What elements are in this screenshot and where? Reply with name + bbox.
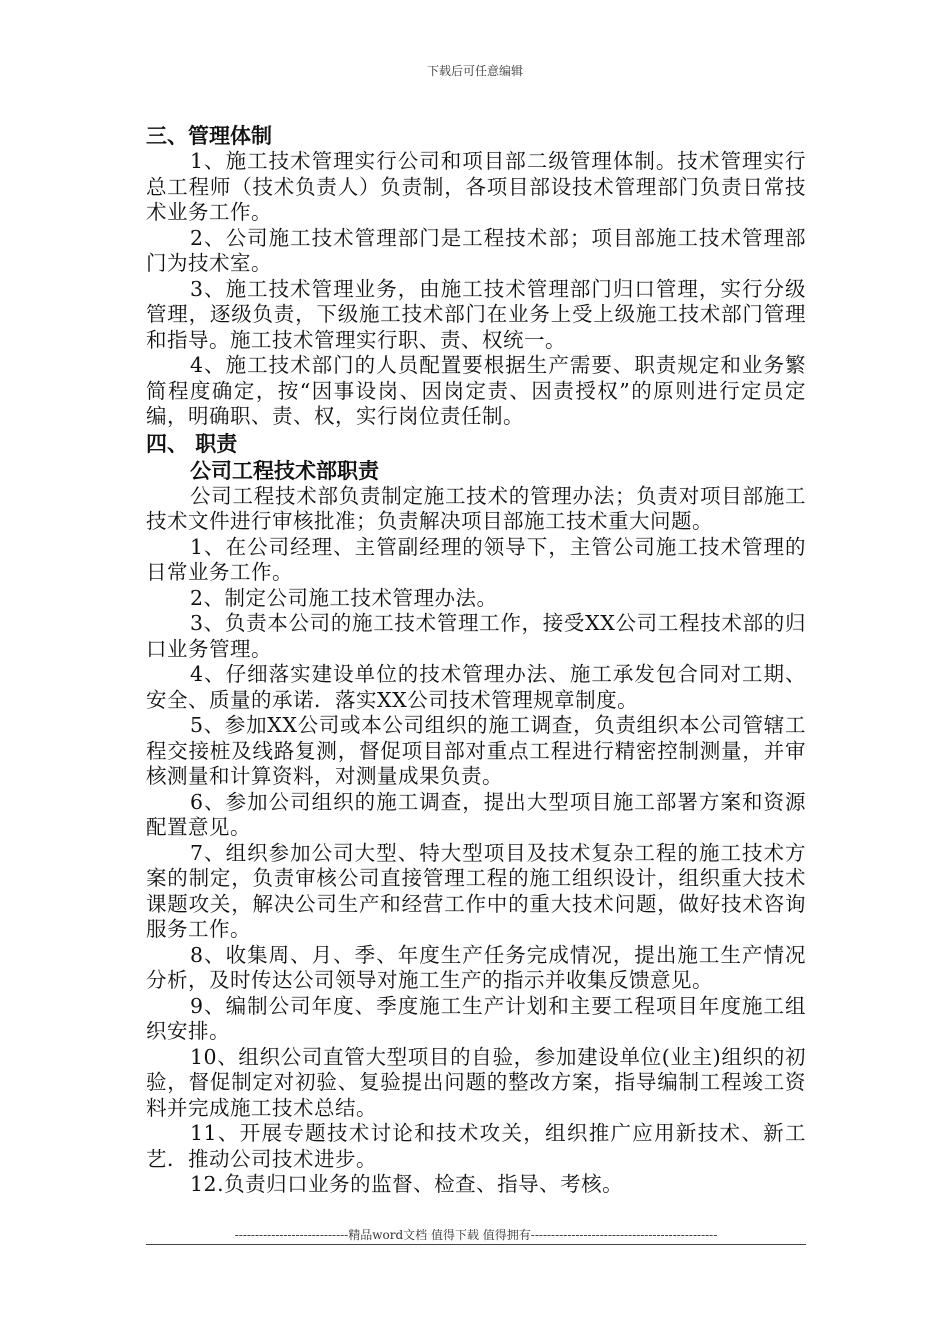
section-4-paragraph: 7、组织参加公司大型、特大型项目及技术复杂工程的施工技术方案的制定，负责审核公司直接管理工程的施工组织设计，组织重大技术课题攻关，解决公司生产和经营工作中的重大技术问题，做好技术咨询服务工作。 (146, 840, 806, 941)
section-4-paragraph: 3、负责本公司的施工技术管理工作，接受XX公司工程技术部的归口业务管理。 (146, 611, 806, 661)
section-3-paragraph: 3、施工技术管理业务，由施工技术管理部门归口管理，实行分级管理，逐级负责，下级施工技术部门在业务上受上级施工技术部门管理和指导。施工技术管理实行职、责、权统一。 (146, 276, 806, 352)
section-4-paragraph: 1、在公司经理、主管副经理的领导下，主管公司施工技术管理的日常业务工作。 (146, 534, 806, 584)
section-4-paragraph: 5、参加XX公司或本公司组织的施工调查，负责组织本公司管辖工程交接桩及线路复测，督促项目部对重点工程进行精密控制测量，并审核测量和计算资料，对测量成果负责。 (146, 713, 806, 788)
section-4-title: 四、 职责 (146, 430, 238, 456)
section-3-paragraph: 1、施工技术管理实行公司和项目部二级管理体制。技术管理实行总工程师（技术负责人）负责制，各项目部设技术管理部门负责日常技术业务工作。 (146, 149, 806, 224)
section-4-paragraph: 12.负责归口业务的监督、检查、指导、考核。 (190, 1172, 624, 1196)
section-4-paragraph: 2、制定公司施工技术管理办法。 (190, 585, 498, 610)
section-3-paragraph: 4、施工技术部门的人员配置要根据生产需要、职责规定和业务繁简程度确定，按“因事设岗、因岗定责、因责授权”的原则进行定员定编，明确职、责、权，实行岗位责任制。 (146, 353, 806, 428)
document-body (146, 122, 806, 1198)
section-3-paragraph: 2、公司施工技术管理部门是工程技术部；项目部施工技术管理部门为技术室。 (146, 225, 806, 275)
section-3-title: 三、管理体制 (146, 123, 272, 148)
footer-note: ----------------------------精品word文档 值得下载 值得拥有---------------------------------------------- (234, 1228, 718, 1242)
header-note: 下载后可任意编辑 (426, 64, 523, 78)
footer-divider (146, 1244, 806, 1245)
section-4-subtitle: 公司工程技术部职责 (190, 457, 379, 483)
section-4-paragraph: 9、编制公司年度、季度施工生产计划和主要工程项目年度施工组织安排。 (146, 993, 806, 1043)
section-4-paragraph: 8、收集周、月、季、年度生产任务完成情况，提出施工生产情况分析，及时传达公司领导对施工生产的指示并收集反馈意见。 (146, 942, 806, 992)
section-4-paragraph: 10、组织公司直管大型项目的自验，参加建设单位(业主)组织的初验，督促制定对初验、复验提出问题的整改方案，指导编制工程竣工资料并完成施工技术总结。 (146, 1044, 806, 1120)
section-4-paragraph: 6、参加公司组织的施工调查，提出大型项目施工部署方案和资源配置意见。 (146, 789, 806, 839)
section-4-paragraph: 公司工程技术部负责制定施工技术的管理办法；负责对项目部施工技术文件进行审核批准；负责解决项目部施工技术重大问题。 (146, 483, 806, 533)
section-4-paragraph: 4、仔细落实建设单位的技术管理办法、施工承发包合同对工期、安全、质量的承诺．落实XX公司技术管理规章制度。 (146, 662, 806, 712)
section-4-paragraph: 11、开展专题技术讨论和技术攻关，组织推广应用新技术、新工艺．推动公司技术进步。 (146, 1121, 806, 1171)
